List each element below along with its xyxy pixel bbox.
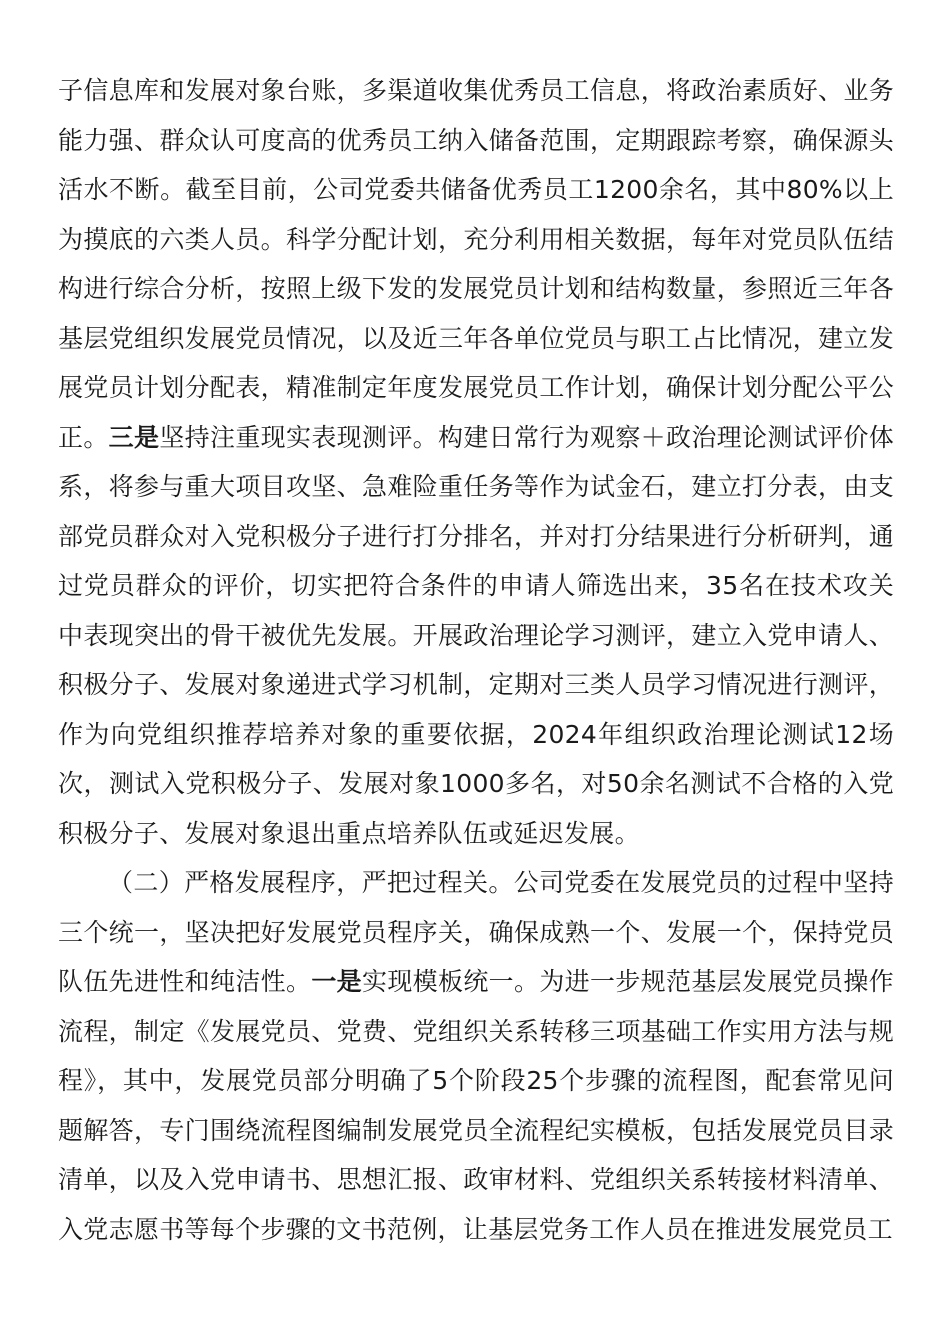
bold-ordinal-one: 一是 (311, 967, 363, 996)
section-paragraph (58, 858, 894, 1254)
paragraph-text: 坚持注重现实表现测评。构建日常行为观察＋政治理论测试评价体系，将参与重大项目攻坚、急难险重任务等作为试金石，建立打分表，由支部党员群众对入党积极分子进行打分排名，并对打分结果进行分析研判，通过党员群众的评价，切实把符合条件的申请人筛选出来，35名在技术攻关中表现突出的骨干被优先发展。开展政治理论学习测评，建立入党申请人、积极分子、发展对象递进式学习机制，定期对三类人员学习情况进行测评，作为向党组织推荐培养对象的重要依据，2024年组织政治理论测试12场次，测试入党积极分子、发展对象1000多名，对50余名测试不合格的入党积极分子、发展对象退出重点培养队伍或延迟发展。 (58, 422, 894, 848)
paragraph-text: 子信息库和发展对象台账，多渠道收集优秀员工信息，将政治素质好、业务能力强、群众认可度高的优秀员工纳入储备范围，定期跟踪考察，确保源头活水不断。截至目前，公司党委共储备优秀员工1200余名，其中80%以上为摸底的六类人员。科学分配计划，充分利用相关数据，每年对党员队伍结构进行综合分析，按照上级下发的发展党员计划和结构数量，参照近三年各基层党组织发展党员情况，以及近三年各单位党员与职工占比情况，建立发展党员计划分配表，精准制定年度发展党员工作计划，确保计划分配公平公正。 (58, 76, 894, 452)
body-paragraph (58, 66, 894, 858)
paragraph-text: （二）严格发展程序，严把过程关。公司党委在发展党员的过程中坚持三个统一，坚决把好发展党员程序关，确保成熟一个、发展一个，保持党员队伍先进性和纯洁性。 (58, 868, 894, 996)
paragraph-text: 实现模板统一。为进一步规范基层发展党员操作流程，制定《发展党员、党费、党组织关系转移三项基础工作实用方法与规程》，其中，发展党员部分明确了5个阶段25个步骤的流程图，配套常见问题解答，专门围绕流程图编制发展党员全流程纪实模板，包括发展党员目录清单，以及入党申请书、思想汇报、政审材料、党组织关系转接材料清单、入党志愿书等每个步骤的文书范例，让基层党务工作人员在推进发展党员工 (58, 967, 894, 1244)
bold-ordinal-three: 三是 (108, 422, 160, 452)
document-page (58, 66, 894, 1254)
